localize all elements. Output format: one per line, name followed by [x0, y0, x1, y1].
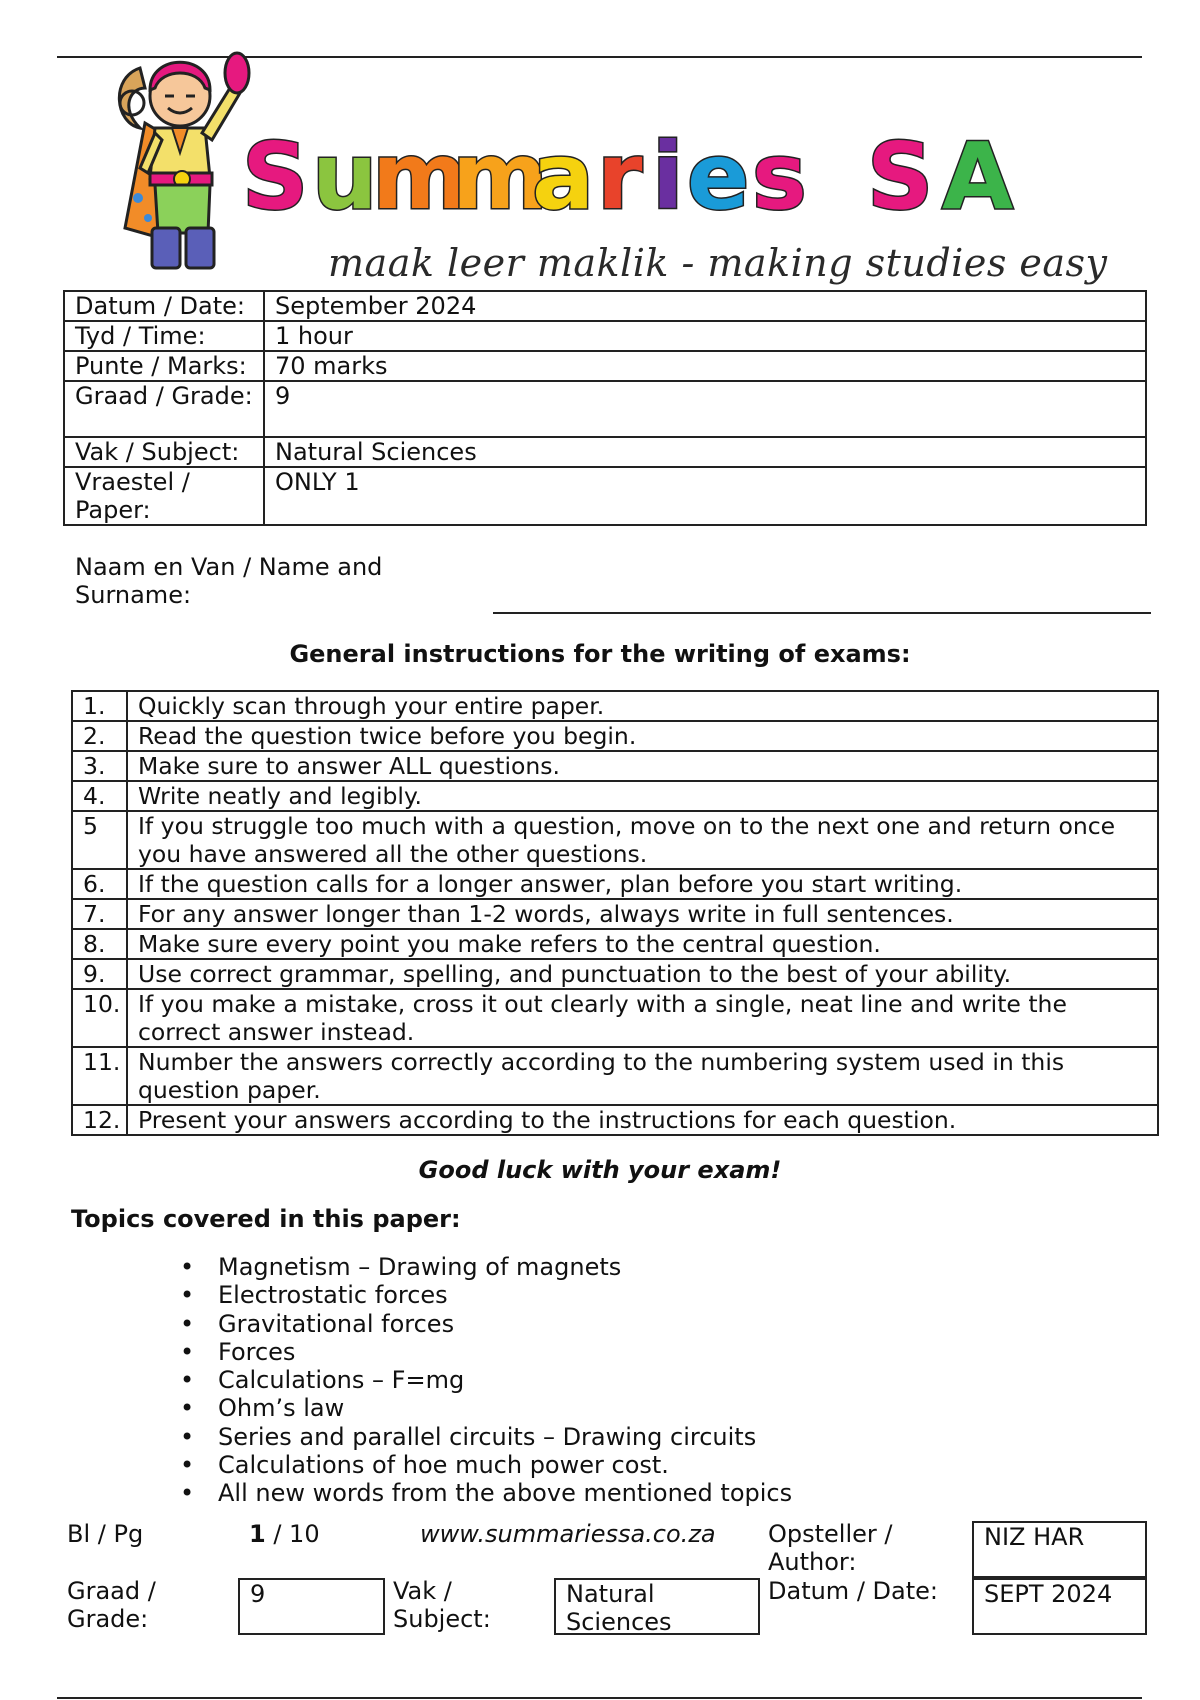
wordmark-letter: r [597, 123, 643, 230]
grade-value: 9 [238, 1578, 385, 1635]
good-luck-message: Good luck with your exam! [418, 1156, 782, 1184]
instruction-row [72, 869, 1158, 899]
author-label: Opsteller / Author: [768, 1520, 893, 1576]
instruction-text: Number the answers correctly according to the numbering system used in this question paper. [127, 1047, 1158, 1105]
instruction-text: Use correct grammar, spelling, and punctuation to the best of your ability. [127, 959, 1158, 989]
topic-item [180, 1366, 792, 1394]
info-value: ONLY 1 [264, 467, 1146, 525]
instruction-text: If you struggle too much with a question, move on to the next one and return once you have answered all the other questions. [127, 811, 1158, 869]
wordmark-letter: a [532, 123, 595, 230]
instruction-number: 7. [72, 899, 127, 929]
info-value: 9 [264, 381, 1146, 437]
subject-label: Vak / Subject: [393, 1577, 491, 1633]
date-label: Datum / Date: [768, 1577, 938, 1605]
instruction-row [72, 1105, 1158, 1135]
info-label: Tyd / Time: [64, 321, 264, 351]
instruction-number: 1. [72, 691, 127, 721]
info-value: September 2024 [264, 291, 1146, 321]
wordmark-letter: S [867, 123, 934, 230]
instruction-number: 5 [72, 811, 127, 869]
instruction-row [72, 989, 1158, 1047]
instructions-table [71, 690, 1159, 1136]
exam-info-table [63, 290, 1147, 526]
name-surname-label: Naam en Van / Name and Surname: [75, 553, 383, 609]
topic-item [180, 1394, 792, 1422]
summaries-sa-wordmark [242, 120, 1122, 250]
topic-item [180, 1423, 792, 1451]
instruction-text: Quickly scan through your entire paper. [127, 691, 1158, 721]
website-link[interactable]: www.summariessa.co.za [420, 1520, 716, 1548]
bullet-icon: • [180, 1309, 195, 1338]
summaries-sa-logo [110, 28, 1120, 285]
topic-text: Calculations – F=mg [218, 1366, 465, 1395]
info-row [64, 351, 1146, 381]
bullet-icon: • [180, 1394, 195, 1423]
topic-item [180, 1253, 792, 1281]
bullet-icon: • [180, 1366, 195, 1395]
instruction-row [72, 959, 1158, 989]
instruction-number: 4. [72, 781, 127, 811]
bullet-icon: • [180, 1337, 195, 1366]
footer-rule [57, 1697, 1142, 1699]
page-total: / 10 [273, 1520, 320, 1548]
info-label: Vraestel / Paper: [64, 467, 264, 525]
instruction-text: For any answer longer than 1-2 words, always write in full sentences. [127, 899, 1158, 929]
topic-text: Magnetism – Drawing of magnets [218, 1253, 622, 1281]
info-label: Vak / Subject: [64, 437, 264, 467]
instruction-number: 9. [72, 959, 127, 989]
info-row [64, 291, 1146, 321]
date-value: SEPT 2024 [972, 1578, 1147, 1635]
page-number [249, 1520, 320, 1548]
info-value: 1 hour [264, 321, 1146, 351]
instruction-row [72, 899, 1158, 929]
wordmark-letter: e [687, 123, 750, 230]
instruction-number: 8. [72, 929, 127, 959]
topic-text: Gravitational forces [218, 1309, 455, 1338]
subject-value: Natural Sciences [554, 1578, 760, 1635]
instruction-row [72, 1047, 1158, 1105]
instruction-text: Make sure to answer ALL questions. [127, 751, 1158, 781]
info-label: Datum / Date: [64, 291, 264, 321]
name-surname-write-line[interactable] [493, 612, 1151, 614]
instruction-row [72, 691, 1158, 721]
topic-text: Electrostatic forces [218, 1281, 448, 1310]
topics-heading: Topics covered in this paper: [71, 1205, 461, 1233]
instruction-number: 12. [72, 1105, 127, 1135]
instruction-row [72, 751, 1158, 781]
bullet-icon: • [180, 1451, 195, 1480]
instructions-heading: General instructions for the writing of exams: [289, 640, 911, 668]
instruction-row [72, 811, 1158, 869]
topic-text: Calculations of hoe much power cost. [218, 1451, 669, 1480]
instruction-text: Read the question twice before you begin. [127, 721, 1158, 751]
topic-item [180, 1310, 792, 1338]
bullet-icon: • [180, 1422, 195, 1451]
info-label: Punte / Marks: [64, 351, 264, 381]
instruction-number: 6. [72, 869, 127, 899]
page-label: Bl / Pg [67, 1520, 144, 1548]
instruction-number: 10. [72, 989, 127, 1047]
info-row [64, 321, 1146, 351]
instruction-text: Write neatly and legibly. [127, 781, 1158, 811]
topic-item [180, 1451, 792, 1479]
instruction-text: Present your answers according to the instructions for each question. [127, 1105, 1158, 1135]
info-label: Graad / Grade: [64, 381, 264, 437]
wordmark-letter: m [452, 123, 548, 230]
wordmark-letter: u [312, 123, 378, 230]
wordmark-letter: s [752, 123, 807, 230]
page-current: 1 [249, 1520, 266, 1548]
info-row [64, 467, 1146, 525]
topic-text: Ohm’s law [218, 1394, 345, 1423]
grade-label: Graad / Grade: [67, 1577, 156, 1633]
instruction-text: Make sure every point you make refers to the central question. [127, 929, 1158, 959]
instruction-text: If the question calls for a longer answer, plan before you start writing. [127, 869, 1158, 899]
superhero-mascot-icon [110, 28, 260, 273]
instruction-row [72, 781, 1158, 811]
instruction-number: 3. [72, 751, 127, 781]
topic-text: Series and parallel circuits – Drawing circuits [218, 1422, 757, 1451]
bullet-icon: • [180, 1253, 195, 1281]
instruction-number: 2. [72, 721, 127, 751]
instruction-row [72, 929, 1158, 959]
instruction-number: 11. [72, 1047, 127, 1105]
topic-item [180, 1479, 792, 1507]
wordmark-letter: A [942, 123, 1014, 230]
info-value: 70 marks [264, 351, 1146, 381]
info-row [64, 437, 1146, 467]
topic-item [180, 1281, 792, 1309]
bullet-icon: • [180, 1479, 195, 1508]
wordmark-letter: S [242, 123, 309, 230]
instruction-text: If you make a mistake, cross it out clearly with a single, neat line and write the correct answer instead. [127, 989, 1158, 1047]
topic-text: All new words from the above mentioned topics [218, 1479, 793, 1508]
author-value: NIZ HAR [972, 1521, 1147, 1578]
logo-tagline: maak leer maklik - making studies easy [328, 241, 1108, 285]
info-row [64, 381, 1146, 437]
topic-text: Forces [218, 1337, 296, 1366]
info-value: Natural Sciences [264, 437, 1146, 467]
wordmark-letter: i [652, 123, 684, 230]
topics-list [180, 1253, 792, 1508]
topic-item [180, 1338, 792, 1366]
bullet-icon: • [180, 1281, 195, 1310]
instruction-row [72, 721, 1158, 751]
wordmark-letter: m [372, 123, 468, 230]
